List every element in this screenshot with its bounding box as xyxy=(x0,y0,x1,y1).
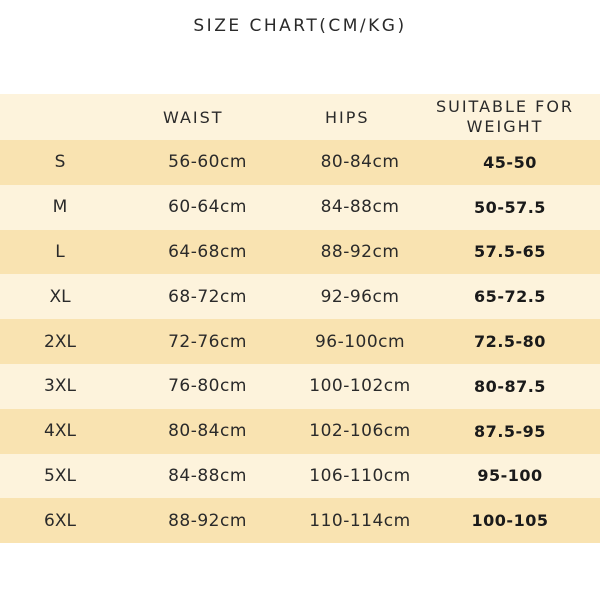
hips-cell: 96-100cm xyxy=(314,331,406,352)
hips-cell: 92-96cm xyxy=(320,286,400,307)
table-row xyxy=(0,498,600,543)
waist-cell: 60-64cm xyxy=(168,197,247,218)
header-weight-line1: SUITABLE FOR xyxy=(435,97,575,116)
weight-cell: 50-57.5 xyxy=(474,197,546,217)
table-row xyxy=(0,364,600,409)
hips-cell: 106-110cm xyxy=(309,465,411,486)
table-row xyxy=(0,230,600,275)
weight-cell: 100-105 xyxy=(471,511,549,531)
hips-cell: 100-102cm xyxy=(309,376,411,397)
size-cell: 4XL xyxy=(44,421,76,442)
hips-cell: 84-88cm xyxy=(320,197,400,218)
weight-cell: 72.5-80 xyxy=(474,332,546,352)
hips-cell: 80-84cm xyxy=(320,152,400,173)
size-cell: 2XL xyxy=(44,331,76,352)
waist-cell: 56-60cm xyxy=(168,152,247,173)
waist-cell: 84-88cm xyxy=(168,465,247,486)
waist-cell: 80-84cm xyxy=(168,421,247,442)
weight-cell: 80-87.5 xyxy=(474,376,546,396)
table-row xyxy=(0,319,600,364)
header-waist: WAIST xyxy=(163,107,224,127)
table-row xyxy=(0,409,600,454)
waist-cell: 88-92cm xyxy=(168,510,247,531)
weight-cell: 95-100 xyxy=(477,466,543,486)
waist-cell: 72-76cm xyxy=(168,331,247,352)
header-weight-line2: WEIGHT xyxy=(466,117,544,136)
table-row xyxy=(0,454,600,499)
hips-cell: 102-106cm xyxy=(309,421,411,442)
weight-cell: 87.5-95 xyxy=(474,421,546,441)
hips-cell: 110-114cm xyxy=(309,510,411,531)
size-cell: XL xyxy=(49,286,71,307)
size-cell: 6XL xyxy=(44,510,76,531)
header-weight xyxy=(415,94,595,140)
header-size xyxy=(20,94,100,140)
size-cell: M xyxy=(52,197,68,218)
hips-cell: 88-92cm xyxy=(320,241,400,262)
waist-cell: 68-72cm xyxy=(168,286,247,307)
table-row xyxy=(0,274,600,319)
page-title: SIZE CHART(CM/KG) xyxy=(193,16,407,36)
waist-cell: 64-68cm xyxy=(168,241,247,262)
table-header-row xyxy=(0,94,600,140)
waist-cell: 76-80cm xyxy=(168,376,247,397)
size-cell: L xyxy=(55,241,65,262)
weight-cell: 57.5-65 xyxy=(474,242,546,262)
weight-cell: 65-72.5 xyxy=(474,287,546,307)
size-cell: S xyxy=(54,152,66,173)
table-row xyxy=(0,185,600,230)
table-row xyxy=(0,140,600,185)
table-body xyxy=(0,140,600,543)
header-hips: HIPS xyxy=(325,107,370,127)
size-cell: 5XL xyxy=(44,465,76,486)
size-chart-table xyxy=(0,94,600,543)
size-cell: 3XL xyxy=(44,376,76,397)
weight-cell: 45-50 xyxy=(483,152,537,172)
